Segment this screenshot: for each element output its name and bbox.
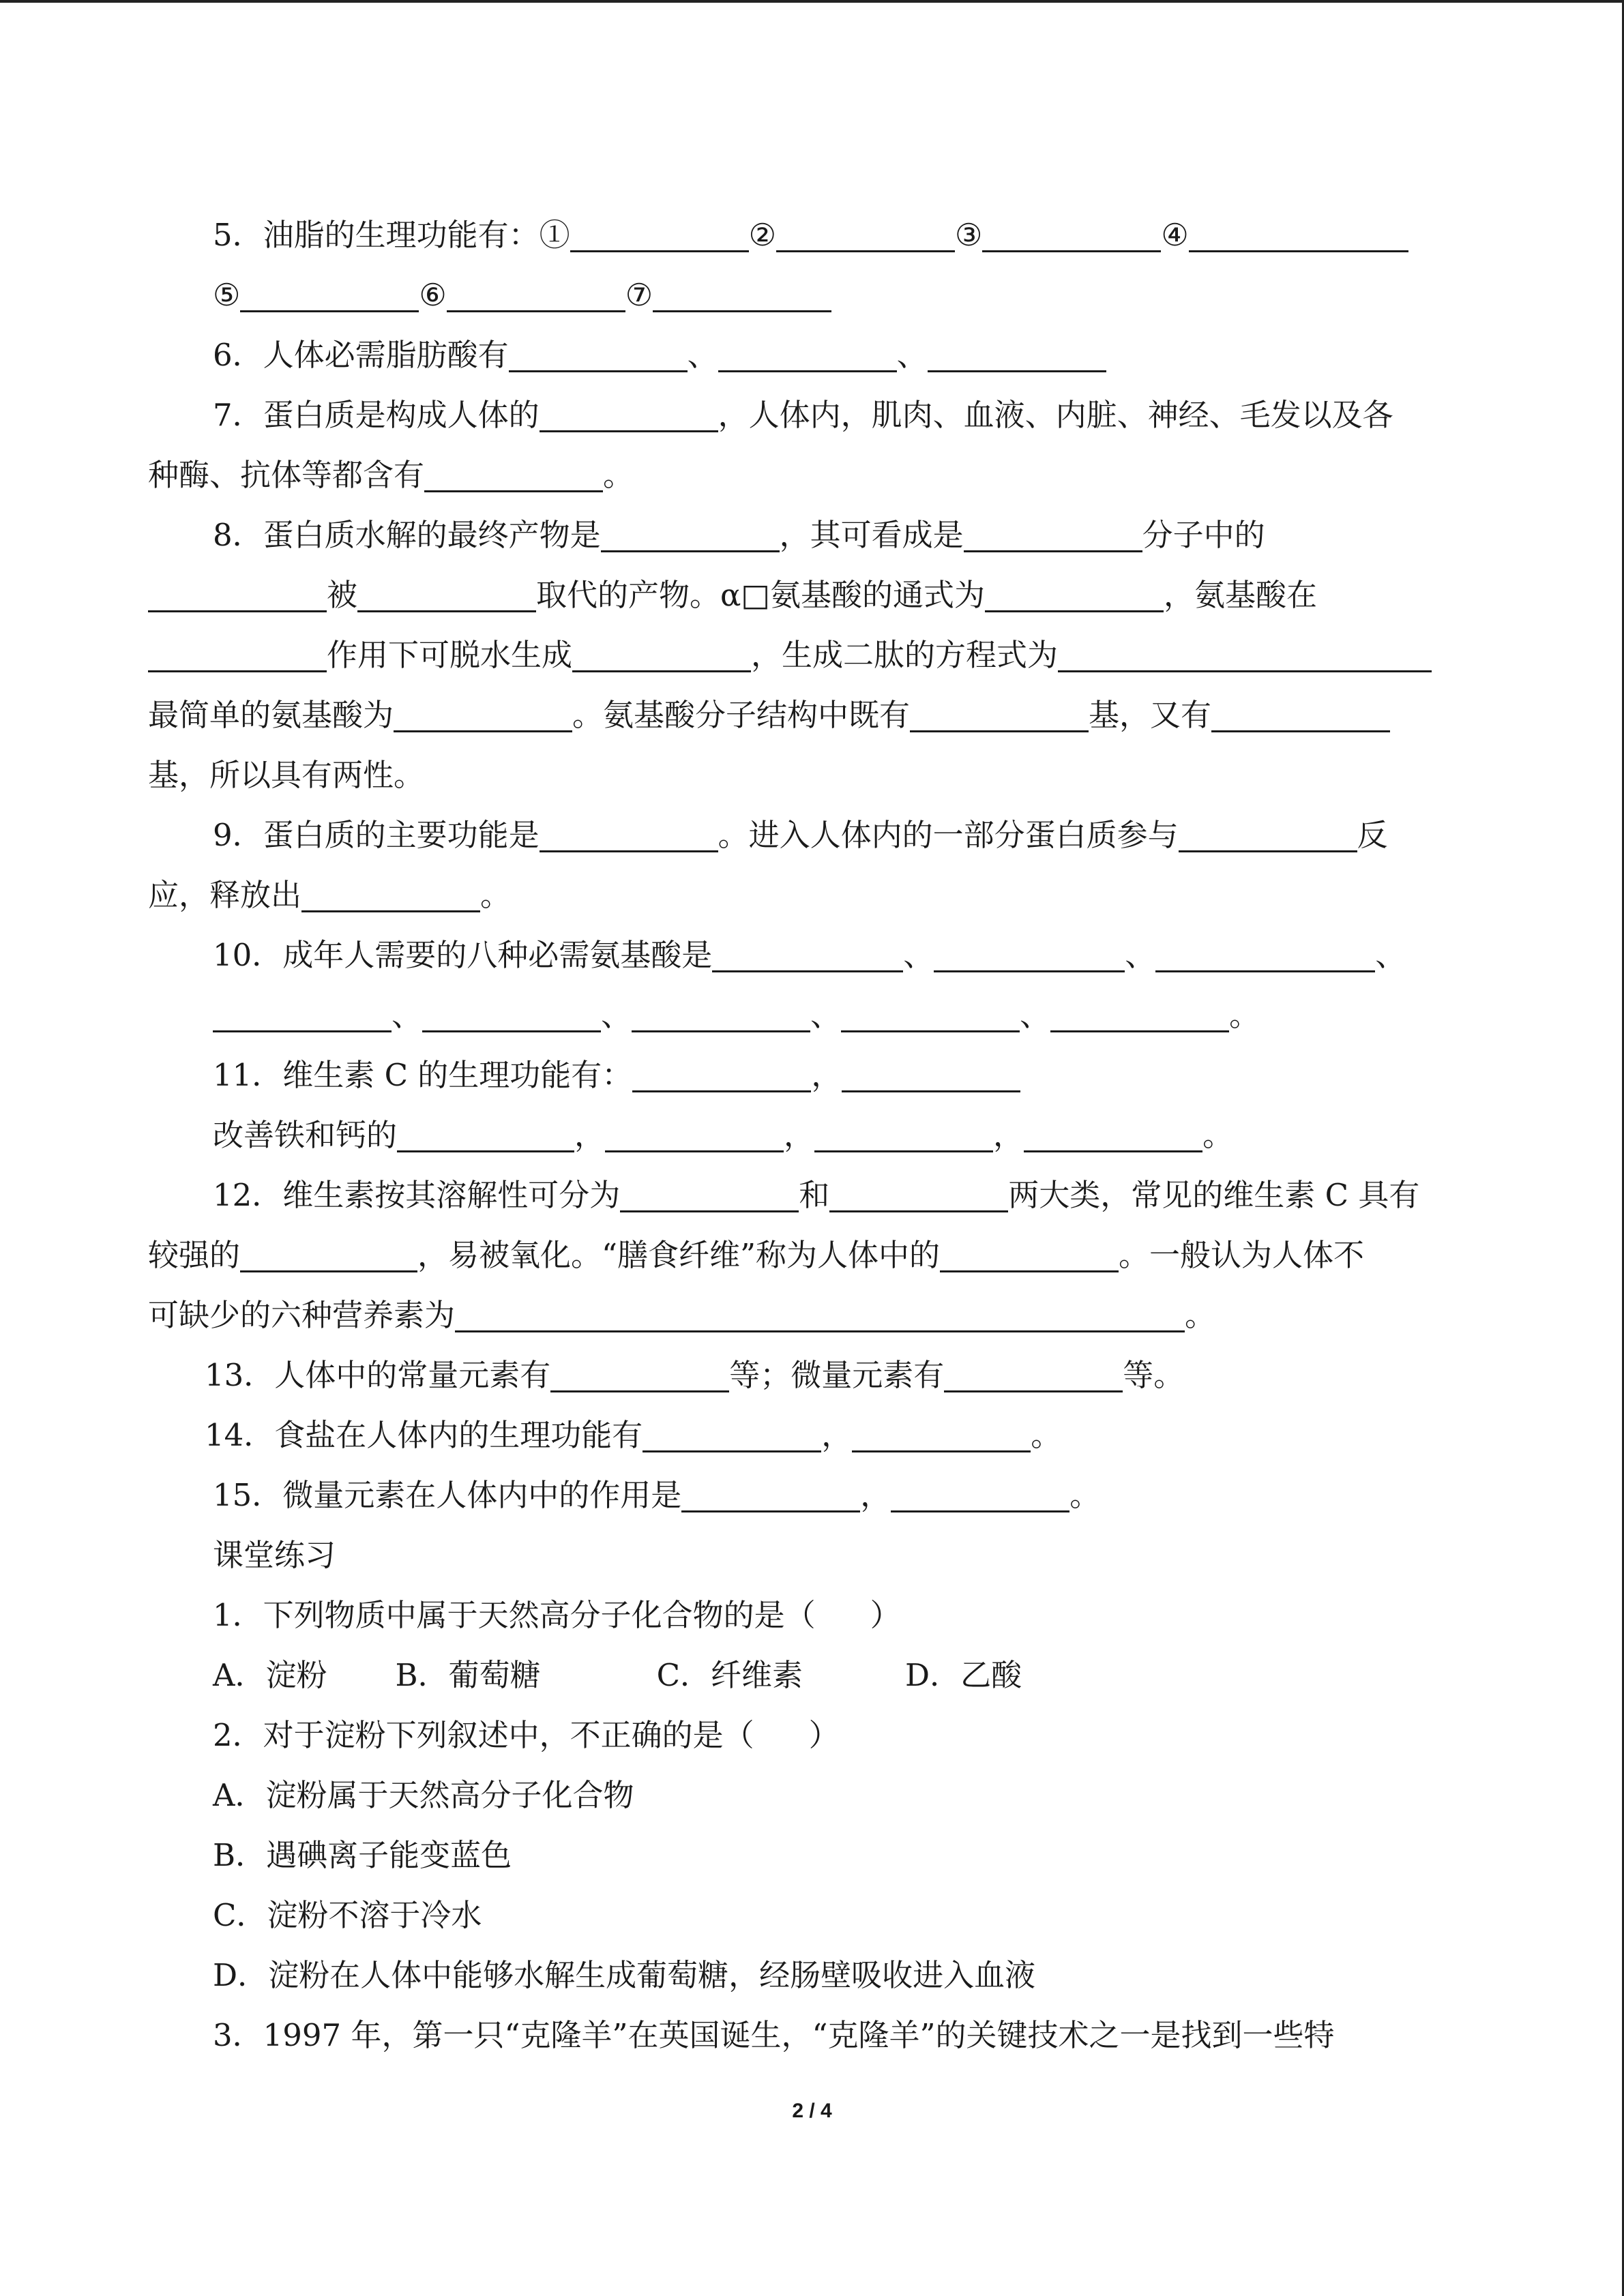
question-7-line-2: 种酶、抗体等都含有 。 xyxy=(148,457,634,493)
blank[interactable] xyxy=(910,700,1089,732)
blank[interactable] xyxy=(632,1000,810,1032)
blank[interactable] xyxy=(1050,1000,1229,1032)
option-d[interactable]: D．乙酸 xyxy=(905,1657,1022,1693)
blank[interactable] xyxy=(1024,1120,1202,1152)
blank[interactable] xyxy=(213,1000,392,1032)
blank[interactable] xyxy=(1155,940,1375,972)
option-a[interactable]: A．淀粉 xyxy=(213,1657,327,1693)
question-8-line-2: 被 取代的产物。α□氨基酸的通式为 ，氨基酸在 xyxy=(148,573,1317,617)
question-12-line-1: 12．维生素按其溶解性可分为 和 两大类，常见的维生素 C 具有 xyxy=(213,1177,1420,1213)
question-10-line-2: 、 、 、 、 。 xyxy=(213,994,1260,1037)
blank[interactable] xyxy=(424,460,603,492)
question-8-line-4: 最简单的氨基酸为 。氨基酸分子结构中既有 基，又有 xyxy=(148,694,1390,737)
blank[interactable] xyxy=(240,280,419,312)
blank[interactable] xyxy=(1189,220,1408,252)
blank[interactable] xyxy=(940,1240,1119,1272)
blank[interactable] xyxy=(240,1240,417,1272)
blank[interactable] xyxy=(605,1120,784,1152)
blank[interactable] xyxy=(653,280,831,312)
blank[interactable] xyxy=(928,340,1106,372)
blank[interactable] xyxy=(357,580,536,612)
blank[interactable] xyxy=(718,340,897,372)
question-12-line-3: 可缺少的六种营养素为 。 xyxy=(148,1297,1216,1333)
blank[interactable] xyxy=(964,520,1142,552)
question-10-line-1: 10．成年人需要的八种必需氨基酸是 、 、 、 xyxy=(213,937,1406,973)
question-13: 13．人体中的常量元素有 等；微量元素有 等。 xyxy=(205,1357,1185,1393)
blank[interactable] xyxy=(148,640,327,672)
blank[interactable] xyxy=(455,1300,1185,1332)
exercise-2-option-b[interactable]: B．遇碘离子能变蓝色 xyxy=(213,1837,512,1873)
blank[interactable] xyxy=(601,520,780,552)
question-8-line-1: 8．蛋白质水解的最终产物是 ，其可看成是 分子中的 xyxy=(213,517,1265,553)
section-heading: 课堂练习 xyxy=(213,1537,336,1573)
exercise-1-options xyxy=(213,1654,1022,1697)
blank[interactable] xyxy=(776,220,955,252)
blank[interactable] xyxy=(397,1120,574,1152)
blank[interactable] xyxy=(632,1060,811,1092)
blank[interactable] xyxy=(934,940,1125,972)
blank[interactable] xyxy=(944,1360,1123,1392)
blank[interactable] xyxy=(681,1480,860,1512)
blank[interactable] xyxy=(814,1120,993,1152)
option-c[interactable]: C．纤维素 xyxy=(656,1657,803,1693)
exercise-2-option-d[interactable]: D．淀粉在人体中能够水解生成葡萄糖，经肠壁吸收进入血液 xyxy=(213,1957,1036,1993)
question-15: 15．微量元素在人体内中的作用是 ， 。 xyxy=(213,1477,1101,1513)
question-11-line-2: 改善铁和钙的 ， ， ， 。 xyxy=(213,1117,1234,1153)
blank[interactable] xyxy=(148,580,327,612)
exercise-2: 2．对于淀粉下列叙述中，不正确的是（ ） xyxy=(213,1717,840,1753)
question-12-line-2: 较强的 ，易被氧化。“膳食纤维”称为人体中的 。一般认为人体不 xyxy=(148,1237,1365,1273)
question-11-line-1: 11．维生素 C 的生理功能有： ， xyxy=(213,1054,1020,1097)
blank[interactable] xyxy=(509,340,688,372)
question-14: 14．食盐在人体内的生理功能有 ， 。 xyxy=(205,1417,1062,1453)
blank[interactable] xyxy=(1211,700,1390,732)
blank[interactable] xyxy=(301,880,480,912)
exercise-1: 1．下列物质中属于天然高分子化合物的是（ ） xyxy=(213,1597,901,1633)
blank[interactable] xyxy=(842,1060,1020,1092)
blank[interactable] xyxy=(829,1180,1008,1212)
question-5-line-1: 5．油脂的生理功能有：① ② ③ ④ xyxy=(213,213,1408,257)
blank[interactable] xyxy=(540,400,718,432)
blank[interactable] xyxy=(572,640,751,672)
blank[interactable] xyxy=(643,1420,821,1452)
blank[interactable] xyxy=(422,1000,601,1032)
blank[interactable] xyxy=(852,1420,1031,1452)
blank[interactable] xyxy=(570,220,749,252)
blank[interactable] xyxy=(620,1180,799,1212)
blank[interactable] xyxy=(550,1360,729,1392)
blank[interactable] xyxy=(1179,820,1357,852)
exercise-2-option-a[interactable]: A．淀粉属于天然高分子化合物 xyxy=(213,1777,634,1813)
question-8-line-3: 作用下可脱水生成 ，生成二肽的方程式为 xyxy=(148,633,1432,677)
question-5-line-2: ⑤ ⑥ ⑦ xyxy=(213,273,831,317)
blank[interactable] xyxy=(447,280,625,312)
page-number: 2 / 4 xyxy=(792,2100,832,2122)
exercise-3: 3．1997 年，第一只“克隆羊”在英国诞生，“克隆羊”的关键技术之一是找到一些特 xyxy=(213,2017,1335,2053)
blank[interactable] xyxy=(540,820,718,852)
blank[interactable] xyxy=(841,1000,1020,1032)
blank[interactable] xyxy=(891,1480,1069,1512)
blank[interactable] xyxy=(712,940,903,972)
blank[interactable] xyxy=(985,580,1164,612)
blank[interactable] xyxy=(982,220,1161,252)
blank[interactable] xyxy=(394,700,572,732)
question-9-line-2: 应，释放出 。 xyxy=(148,877,512,913)
option-b[interactable]: B．葡萄糖 xyxy=(395,1657,541,1693)
question-6: 6．人体必需脂肪酸有 、 、 xyxy=(213,333,1106,377)
exercise-2-option-c[interactable]: C．淀粉不溶于冷水 xyxy=(213,1897,482,1933)
blank[interactable] xyxy=(1058,640,1432,672)
question-7-line-1: 7．蛋白质是构成人体的 ，人体内，肌肉、血液、内脏、神经、毛发以及各 xyxy=(213,397,1393,433)
question-8-line-5: 基，所以具有两性。 xyxy=(148,757,425,793)
question-9-line-1: 9．蛋白质的主要功能是 。进入人体内的一部分蛋白质参与 反 xyxy=(213,817,1388,853)
